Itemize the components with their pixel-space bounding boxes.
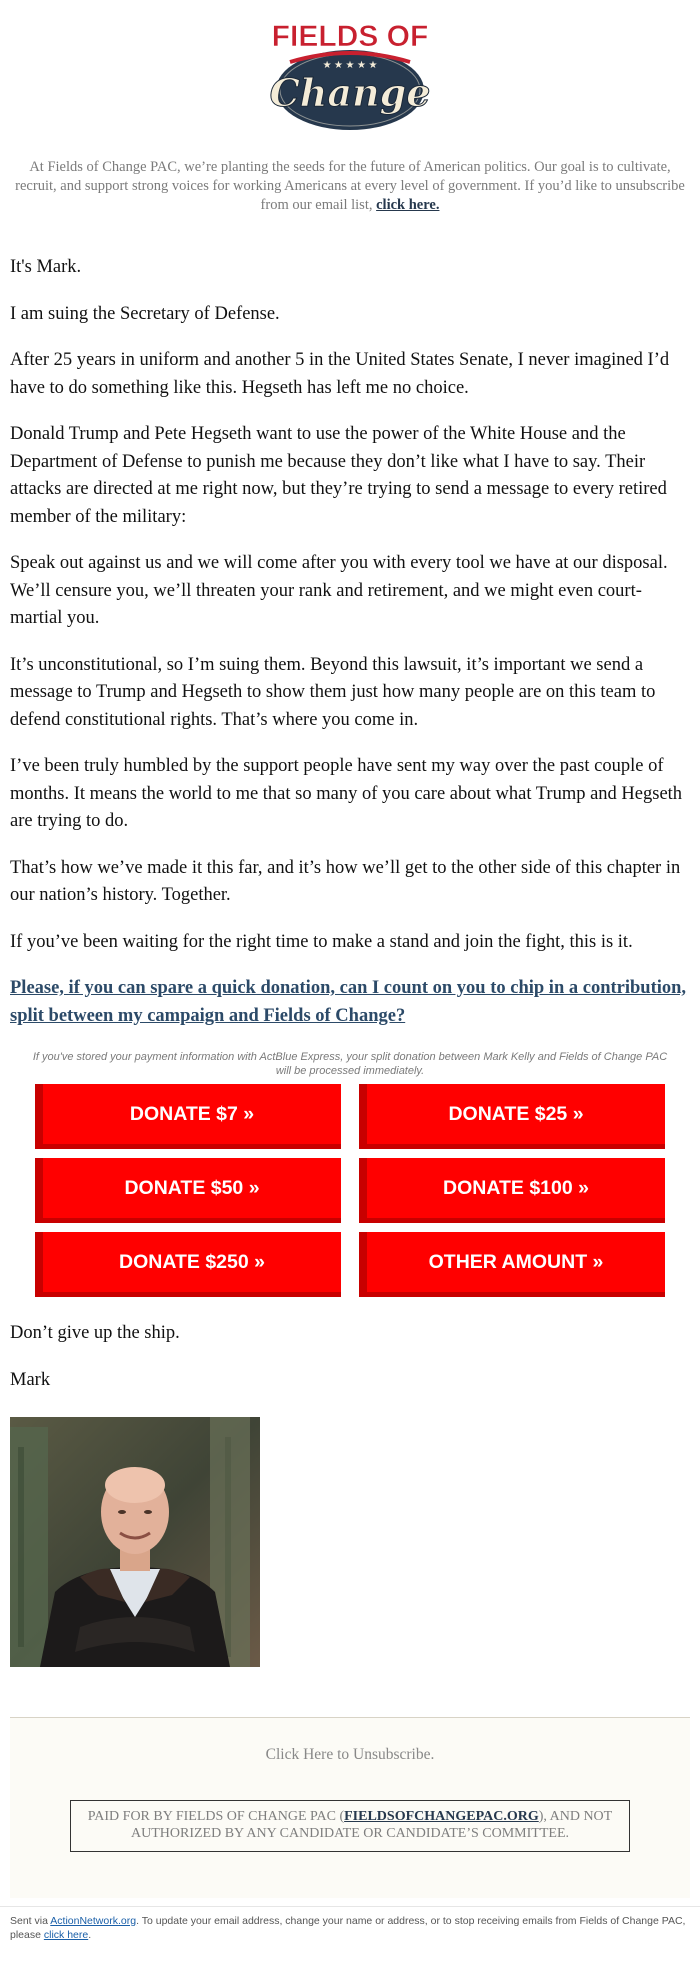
paragraph: Donald Trump and Pete Hegseth want to use the power of the White House and the Department of Defense to punish me because they don’t like what I have to say. Their attacks are directed at me right now, but they’re trying to send a message to every retired member of the military:: [10, 424, 667, 527]
intro-text: At Fields of Change PAC, we’re planting the seeds for the future of American politics. Our goal is to cultivate, recruit, and support strong voices for working Americans at every level of government. If you’d like to unsubscribe from our email list, click here.: [15, 159, 685, 213]
mark-kelly-photo: [10, 1417, 260, 1667]
sent-via-notice: Sent via ActionNetwork.org. To update your email address, change your name or address, or to stop receiving emails from Fields of Change PAC, please click here.: [10, 1915, 686, 1941]
paragraph: Speak out against us and we will come after you with every tool we have at our disposal. We’ll censure you, we’ll threaten your rank and retirement, and we might even court-martial you.: [10, 553, 668, 628]
footer: [10, 1718, 690, 1898]
donate-50-button[interactable]: DONATE $50 »: [35, 1158, 341, 1223]
actblue-note: If you've stored your payment information with ActBlue Express, your split donation between Mark Kelly and Fields of Change PAC will be processed immediately.: [32, 1051, 668, 1077]
paragraph: If you’ve been waiting for the right time to make a stand and join the fight, this is it.: [10, 931, 633, 952]
donation-ask-link[interactable]: Please, if you can spare a quick donation, can I count on you to chip in a contribution, split between my campaign and Fields of Change?: [10, 978, 687, 1026]
logo-line1: FIELDS OF: [271, 20, 429, 53]
logo-stars: ★ ★ ★ ★ ★: [322, 60, 378, 71]
paragraph: That’s how we’ve made it this far, and it’s how we’ll get to the other side of this chapter in our nation’s history. Together.: [10, 857, 681, 905]
fields-of-change-logo[interactable]: [250, 14, 450, 134]
unsubscribe-link[interactable]: click here.: [376, 197, 440, 213]
paragraph: It's Mark.: [10, 257, 82, 277]
header: [0, 14, 700, 134]
letter-body: [10, 254, 692, 1046]
actionnetwork-link[interactable]: ActionNetwork.org: [50, 1915, 137, 1927]
other-amount-button[interactable]: OTHER AMOUNT »: [359, 1232, 665, 1297]
paid-for-disclaimer: PAID FOR BY FIELDS OF CHANGE PAC (FIELDSOFCHANGEPAC.ORG), AND NOT AUTHORIZED BY ANY CANDIDATE OR CANDIDATE’S COMMITTEE.: [70, 1800, 630, 1852]
paragraph: I am suing the Secretary of Defense.: [10, 303, 280, 324]
closing-line: Don’t give up the ship.: [10, 1323, 180, 1343]
paragraph: It’s unconstitutional, so I’m suing them. Beyond this lawsuit, it’s important we send a message to Trump and Hegseth to show them just how many people are on this team to defend constitutional rights. That’s where you come in.: [10, 654, 656, 730]
donate-100-button[interactable]: DONATE $100 »: [359, 1158, 665, 1223]
donate-25-button[interactable]: DONATE $25 »: [359, 1084, 665, 1149]
donate-7-button[interactable]: DONATE $7 »: [35, 1084, 341, 1149]
paragraph: I’ve been truly humbled by the support people have sent my way over the past couple of months. It means the world to me that so many of you care about what Trump and Hegseth are trying to do.: [10, 756, 683, 831]
sent-divider: [0, 1906, 700, 1907]
logo-line2: Change: [269, 70, 431, 115]
signature: Mark: [10, 1370, 51, 1390]
paragraph: After 25 years in uniform and another 5 in the United States Senate, I never imagined I’d have to do something like this. Hegseth has left me no choice.: [10, 350, 670, 398]
click-here-to-unsubscribe-link[interactable]: Click Here to Unsubscribe.: [265, 1746, 435, 1763]
donate-250-button[interactable]: DONATE $250 »: [35, 1232, 341, 1297]
fieldsofchangepac-link[interactable]: FIELDSOFCHANGEPAC.ORG: [344, 1809, 539, 1824]
manage-email-click-here-link[interactable]: click here: [43, 1929, 89, 1941]
